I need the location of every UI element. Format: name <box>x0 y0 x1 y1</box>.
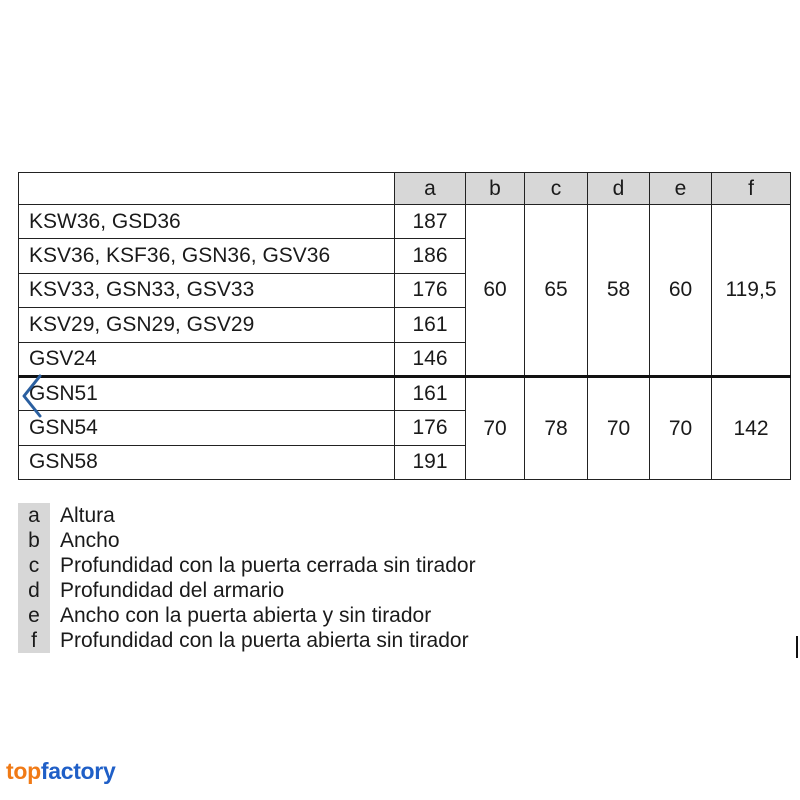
value-a-cell: 176 <box>395 411 466 445</box>
model-cell: KSW36, GSD36 <box>19 205 395 239</box>
legend-text: Ancho <box>60 529 120 552</box>
value-a-cell: 161 <box>395 376 466 410</box>
legend-text: Profundidad con la puerta cerrada sin tirador <box>60 554 476 577</box>
group2-f-cell: 142 <box>712 376 791 479</box>
legend-key: a <box>18 503 50 528</box>
legend-key: f <box>18 628 50 653</box>
edge-mark <box>796 636 798 658</box>
value-a-cell: 176 <box>395 273 466 307</box>
legend-key: d <box>18 578 50 603</box>
legend-key: c <box>18 553 50 578</box>
group1-d-cell: 58 <box>588 205 650 377</box>
group1-b-cell: 60 <box>466 205 525 377</box>
group1-c-cell: 65 <box>525 205 588 377</box>
chevron-left-icon[interactable] <box>20 372 44 420</box>
legend-item <box>18 603 476 628</box>
legend-key: e <box>18 603 50 628</box>
model-cell: GSN51 <box>19 376 395 410</box>
dimensions-table <box>18 172 791 480</box>
topfactory-logo <box>6 758 115 785</box>
header-d: d <box>588 173 650 205</box>
legend-key: b <box>18 528 50 553</box>
value-a-cell: 146 <box>395 342 466 376</box>
header-e: e <box>650 173 712 205</box>
group2-e-cell: 70 <box>650 376 712 479</box>
legend <box>18 503 476 653</box>
legend-text: Ancho con la puerta abierta y sin tirador <box>60 604 432 627</box>
group2-d-cell: 70 <box>588 376 650 479</box>
table-row <box>19 205 791 239</box>
legend-text: Profundidad con la puerta abierta sin tirador <box>60 629 469 652</box>
header-c: c <box>525 173 588 205</box>
group1-e-cell: 60 <box>650 205 712 377</box>
value-a-cell: 186 <box>395 239 466 273</box>
legend-item <box>18 503 476 528</box>
value-a-cell: 187 <box>395 205 466 239</box>
logo-part-top: top <box>6 758 41 784</box>
value-a-cell: 191 <box>395 445 466 479</box>
header-b: b <box>466 173 525 205</box>
legend-text: Altura <box>60 504 115 527</box>
model-cell: KSV33, GSN33, GSV33 <box>19 273 395 307</box>
model-cell: GSN54 <box>19 411 395 445</box>
group2-c-cell: 78 <box>525 376 588 479</box>
model-cell: KSV29, GSN29, GSV29 <box>19 308 395 342</box>
group1-f-cell: 119,5 <box>712 205 791 377</box>
model-cell: GSV24 <box>19 342 395 376</box>
group2-b-cell: 70 <box>466 376 525 479</box>
legend-item <box>18 628 476 653</box>
header-a: a <box>395 173 466 205</box>
header-blank-cell <box>19 173 395 205</box>
model-cell: GSN58 <box>19 445 395 479</box>
logo-part-factory: factory <box>40 758 116 784</box>
table-header-row <box>19 173 791 205</box>
header-f: f <box>712 173 791 205</box>
model-cell: KSV36, KSF36, GSN36, GSV36 <box>19 239 395 273</box>
legend-item <box>18 553 476 578</box>
value-a-cell: 161 <box>395 308 466 342</box>
legend-item <box>18 578 476 603</box>
legend-item <box>18 528 476 553</box>
table-row <box>19 376 791 410</box>
legend-text: Profundidad del armario <box>60 579 285 602</box>
